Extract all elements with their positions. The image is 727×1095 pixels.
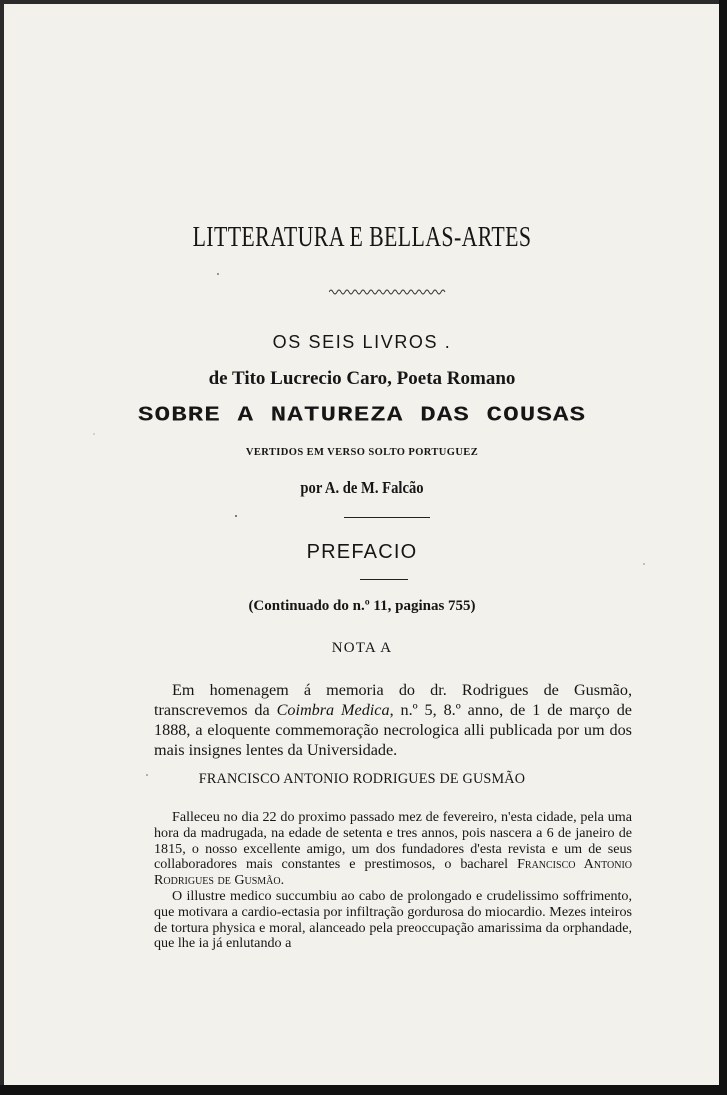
divider-rule <box>344 517 430 518</box>
note-heading: NOTA A <box>331 640 393 656</box>
obituary-p1-start: Falleceu no dia 22 do proximo passado mez de fevereiro, n'esta cidade, pela uma hora da madrugada, na edade de setenta e tres annos, pois nascera a 6 de janeiro de 1815, o nosso excellente amigo, um dos fundadores d'esta revista e um de seus collaboradores mais constantes e prestimosos, o bacharel <box>154 809 632 873</box>
divider-rule-short <box>360 579 408 580</box>
intro-paragraph <box>154 680 632 760</box>
preface-heading: PREFACIO <box>306 541 418 563</box>
wavy-ornament <box>329 288 447 296</box>
obituary-p2: O illustre medico succumbiu ao cabo de prolongado e crudelissimo soffrimento, que motivara a cardio-ectasia por infiltração gordurosa do miocardio. Mezes inteiros de tortura physica e moral, alanceado pela preoccupação amarissima da orphandade, que lhe ia já enlutando a <box>154 887 632 952</box>
deceased-name: Francisco Antonio Rodrigues de Gusmão <box>154 856 632 889</box>
translator-byline: por A. de M. Falcão <box>300 478 424 497</box>
obituary-heading: FRANCISCO ANTONIO RODRIGUES DE GUSMÃO <box>198 771 526 787</box>
intro-text-end: , n.º 5, 8.º anno, de 1 de março de 1888, a eloquente commemoração necrologica alli publicada por um dos mais insignes lentes da Universidade. <box>154 701 632 759</box>
work-author-line: de Tito Lucrecio Caro, Poeta Romano <box>208 368 516 389</box>
obituary-text <box>154 810 632 952</box>
work-subject-headline: SOBRE A NATUREZA DAS COUSAS <box>137 402 587 428</box>
document-page <box>4 4 720 1086</box>
work-title: OS SEIS LIVROS . <box>272 332 452 352</box>
obituary-p1-end: . <box>280 872 285 889</box>
section-title: LITTERATURA E BELLAS-ARTES <box>192 222 532 253</box>
journal-name: Coimbra Medica <box>276 701 390 719</box>
scan-border-right <box>719 0 727 1095</box>
intro-text-start: Em homenagem á memoria do dr. Rodrigues de Gusmão, transcrevemos da <box>154 681 632 719</box>
translation-note: VERTIDOS EM VERSO SOLTO PORTUGUEZ <box>245 447 479 458</box>
scan-border-bottom <box>0 1085 727 1095</box>
continuation-note: (Continuado do n.º 11, paginas 755) <box>248 598 476 614</box>
